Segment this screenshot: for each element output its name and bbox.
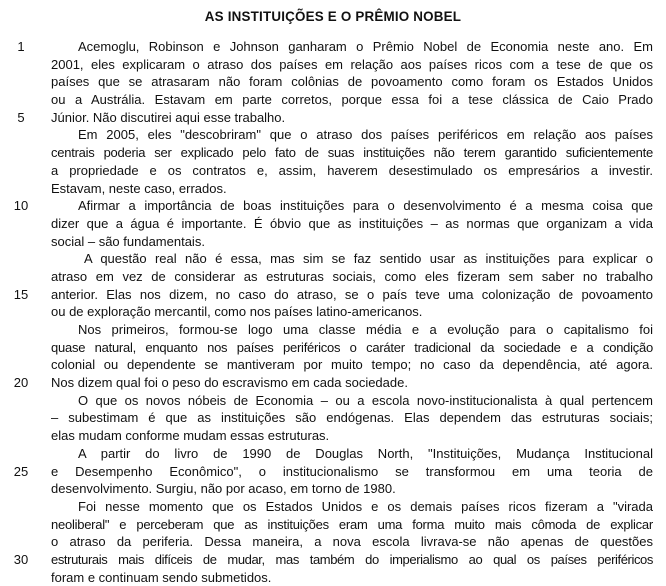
text-line [0,427,666,445]
line-text: Estavam, neste caso, errados. [51,180,227,196]
line-text: 2001, eles explicaram o atraso dos países em relação aos países ricos com a tese de que os [51,56,653,72]
text-line [0,463,666,481]
line-text: neoliberal" e perceberam que as instituições eram uma forma muito mais cômoda de explicar [51,516,653,532]
line-text: o atraso da periferia. Dessa maneira, a nova escola livrava-se não apenas de questões [51,534,653,550]
line-text: elas mudam conforme mudam essas estruturas. [51,428,330,444]
text-line [0,126,666,144]
line-text: quase natural, enquanto nos países periféricos o caráter tradicional da sociedade e a condição [51,339,653,355]
text-line [0,321,666,339]
line-text: Afirmar a importância de boas instituições para o desenvolvimento é a mesma coisa que [78,198,653,214]
text-line [0,551,666,569]
text-line [0,480,666,498]
line-text: e Desempenho Econômico", o institucionalismo se transformou em uma teoria de [51,463,653,479]
text-line [0,144,666,162]
text-line [0,180,666,198]
text-line [0,356,666,374]
line-number: 20 [13,375,29,391]
line-text: ou de exploração mercantil, como nos países latino-americanos. [51,304,423,320]
line-number: 5 [17,109,25,125]
text-line [0,339,666,357]
text-line [0,533,666,551]
text-line [0,268,666,286]
line-text: dizer que a água é importante. É óbvio que as instituições – as normas que organizam a vida [51,215,653,231]
line-text: ou a Austrália. Estavam em parte corretos, porque essa foi a tese clássica de Caio Prado [51,92,653,108]
text-line [0,233,666,251]
text-line [0,38,666,56]
line-text: A questão real não é essa, mas sim se faz sentido usar as instituições para explicar o [84,251,653,267]
line-text: Foi nesse momento que os Estados Unidos e os demais países ricos fizeram a "virada [78,498,653,514]
text-line [0,91,666,109]
text-line [0,498,666,516]
line-number: 25 [13,463,29,479]
line-text: países que se atrasaram não foram colônias de povoamento como foram os Estados Unidos [51,74,653,90]
line-number: 30 [13,551,29,567]
document-body [0,38,666,586]
line-text: Nos dizem qual foi o peso do escravismo em cada sociedade. [51,375,408,391]
line-number: 15 [13,286,29,302]
document-title: AS INSTITUIÇÕES E O PRÊMIO NOBEL [204,9,462,24]
line-text: atraso em vez de considerar as estruturas sociais, como eles fizeram sem saber no trabalho [51,268,653,284]
line-number: 10 [13,198,29,214]
line-text: a propriedade e os contratos e, assim, haverem desestimulado os empresários a investir. [51,162,653,178]
text-line [0,162,666,180]
text-line [0,56,666,74]
text-line [0,409,666,427]
line-text: desenvolvimento. Surgiu, não por acaso, em torno de 1980. [51,481,396,497]
line-text: Em 2005, eles "descobriram" que o atraso dos países periféricos em relação aos países [78,127,653,143]
line-text: estruturais mais difíceis de mudar, mas também do imperialismo ao qual os países periféricos [51,551,653,567]
text-line [0,250,666,268]
text-line [0,73,666,91]
line-number: 1 [17,39,25,54]
line-text: Júnior. Não discutirei aqui esse trabalho. [51,109,286,125]
line-text: colonial ou dependente se mantiveram por muito tempo; no caso da dependência, até agora. [51,357,653,373]
line-text: anterior. Elas nos dizem, no caso do atraso, se o país teve uma colonização de povoamento [51,286,653,302]
text-line [0,215,666,233]
text-line [0,445,666,463]
line-text: centrais poderia ser explicado pelo fato de suas instituições não terem garantido suficientemente [51,145,653,161]
text-line [0,392,666,410]
text-line [0,569,666,586]
text-line [0,374,666,392]
line-text: social – são fundamentais. [51,233,205,249]
line-text: – subestimam é que as instituições são endógenas. Elas dependem das estruturas sociais; [51,410,653,426]
text-line [0,303,666,321]
text-line [0,109,666,127]
text-line [0,516,666,534]
text-line [0,197,666,215]
line-text: Nos primeiros, formou-se logo uma classe média e a evolução para o capitalismo foi [78,322,653,337]
line-text: foram e continuam sendo submetidos. [51,569,272,585]
line-text: O que os novos nóbeis de Economia – ou a escola novo-institucionalista à qual pertencem [78,392,653,408]
line-text: Acemoglu, Robinson e Johnson ganharam o Prêmio Nobel de Economia neste ano. Em [78,39,653,54]
line-text: A partir do livro de 1990 de Douglas North, "Instituições, Mudança Institucional [78,445,653,461]
text-line [0,286,666,304]
